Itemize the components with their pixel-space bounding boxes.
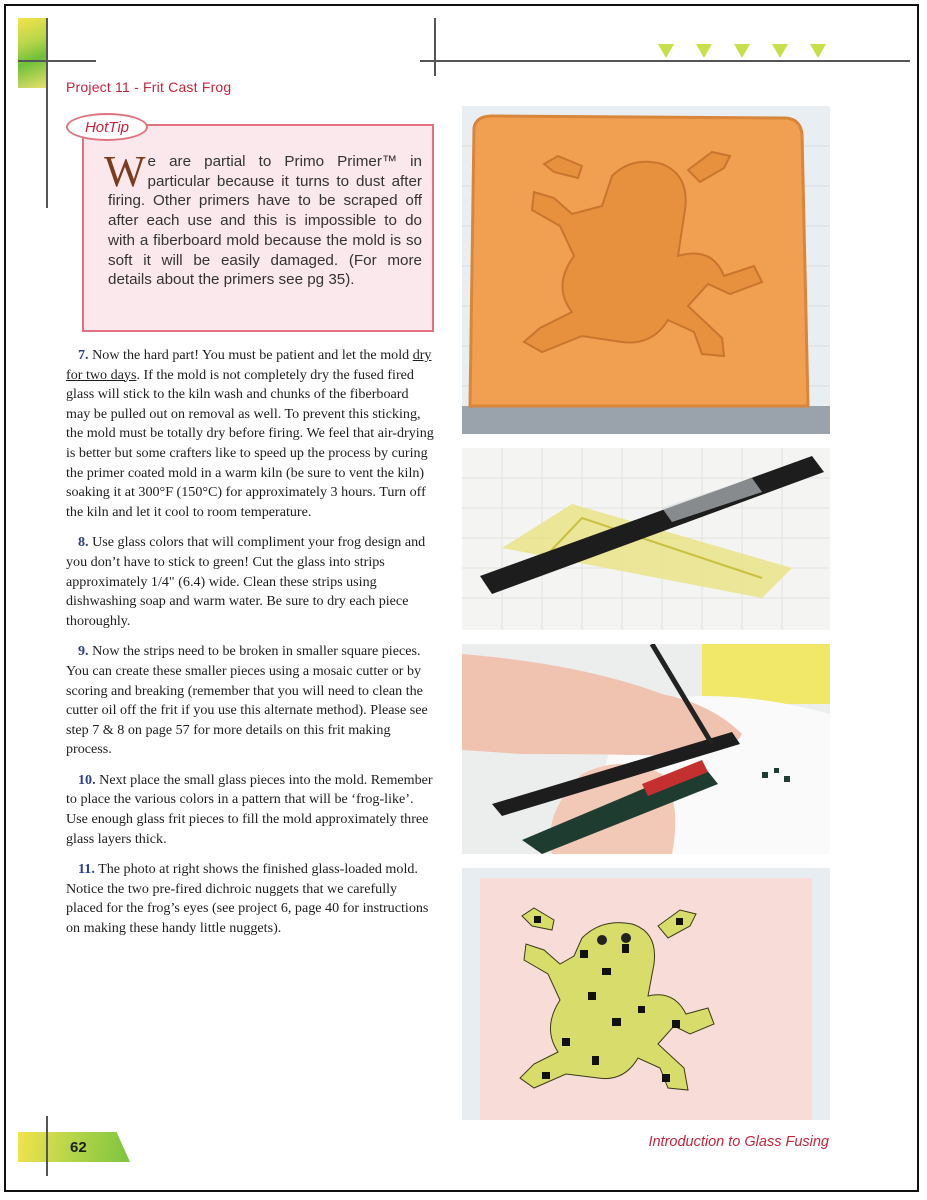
hot-tip-body: e are partial to Primo Primer™ in particular because it turns to dust after firing. Other primers have to be scraped off after each use and this is impossible to do with a fiberboard mold because the mold is so soft it will be easily damaged. (For more details about the primers see pg 35). [108, 153, 422, 289]
page-number: 62 [70, 1139, 87, 1156]
step-number: 8. [78, 534, 89, 551]
project-title: Project 11 - Frit Cast Frog [66, 79, 232, 95]
hot-tip-badge: HotTip [66, 113, 148, 141]
step-text: Now the strips need to be broken in smaller square pieces. You can create these smaller pieces using a mosaic cutter or by scoring and breaking (remember that you will need to clean the cutter oil off the frit if you use this alternate method). Please see step 7 & 8 on page 57 for more details on this frit making process. [66, 643, 428, 758]
step-number: 9. [78, 643, 89, 660]
instructions-column [66, 346, 436, 950]
step-7 [66, 346, 436, 522]
triangle-icon [810, 44, 826, 58]
decorative-triangles [658, 44, 826, 58]
step-emphasis: dry for two days [66, 347, 432, 383]
step-number: 11. [78, 861, 95, 878]
step-text: . If the mold is not completely dry the fused fired glass will stick to the kiln wash and chunks of the fiberboard may be pulled out on removal as well. To prevent this sticking, the mold must be totally dry before firing. We feel that air-drying is better but some crafters like to speed up the process by curing the primer coated mold in a warm kiln (be sure to vent the kiln) soaking it at 300°F (150°C) for approximately 3 hours. Turn off the kiln and let it cool to room temperature. [66, 366, 434, 520]
top-left-horizontal-rule [18, 60, 96, 62]
bottom-left-vertical-rule [46, 1116, 48, 1176]
book-title: Introduction to Glass Fusing [648, 1134, 829, 1150]
step-text: Next place the small glass pieces into the mold. Remember to place the various colors in a pattern that will be ‘frog-like’. Use enough glass frit pieces to fill the mold approximately three glass layers thick. [66, 771, 433, 847]
step-9 [66, 642, 436, 760]
hot-tip-text [104, 147, 422, 290]
photo-cutting-glass [462, 644, 830, 854]
triangle-icon [734, 44, 750, 58]
step-11 [66, 860, 436, 938]
step-text: Now the hard part! You must be patient and let the mold [92, 347, 413, 363]
triangle-icon [696, 44, 712, 58]
triangle-icon [658, 44, 674, 58]
photo-frog-mold [462, 106, 830, 434]
triangle-icon [772, 44, 788, 58]
step-number: 7. [78, 347, 89, 363]
step-text: The photo at right shows the finished glass-loaded mold. Notice the two pre-fired dichroic nuggets that we carefully placed for the frog’s eyes (see project 6, page 40 for instructions on making these handy little nuggets). [66, 861, 429, 937]
top-left-vertical-rule [46, 18, 48, 208]
step-text: Use glass colors that will compliment your frog design and you don’t have to stick to green! Cut the glass into strips approximately 1/4" (6.4) wide. Clean these strips using dishwashing soap and warm water. Be sure to dry each piece thoroughly. [66, 534, 426, 629]
step-number: 10. [78, 771, 96, 788]
step-10 [66, 771, 436, 849]
photo-glass-strips [462, 448, 830, 630]
top-right-vertical-rule [434, 18, 436, 76]
photo-finished-frog [462, 868, 830, 1120]
corner-color-swatch [18, 18, 46, 88]
hot-tip-drop-cap: W [104, 147, 146, 196]
step-8 [66, 533, 436, 631]
top-right-horizontal-rule [420, 60, 910, 62]
